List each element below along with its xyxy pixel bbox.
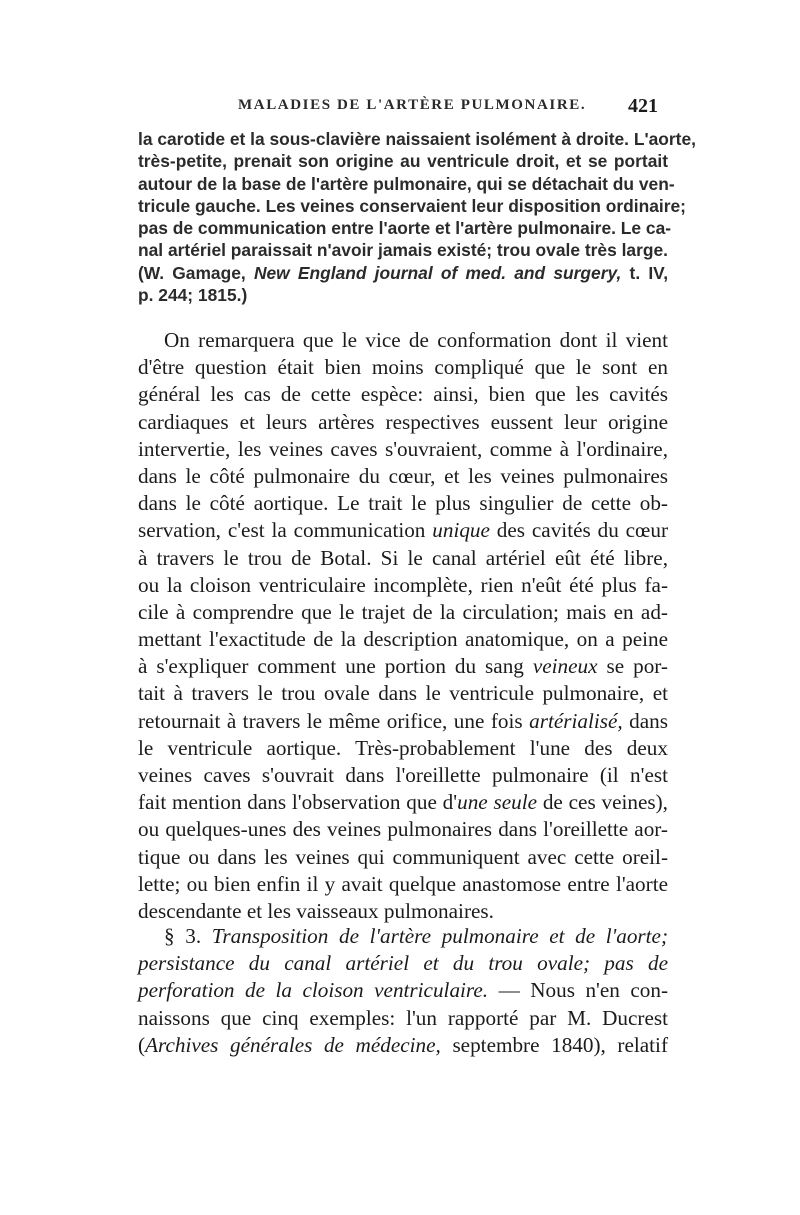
text-run: — Nous n'en con- xyxy=(488,978,669,1003)
section-heading-line xyxy=(138,977,668,1004)
note-line: nal artériel paraissait n'avoir jamais existé; trou ovale très large. xyxy=(138,240,668,261)
paragraph-line: dans le côté aortique. Le trait le plus singulier de cette ob- xyxy=(138,491,668,516)
text-run: servation, c'est la communication xyxy=(138,518,433,543)
paragraph-line: lette; ou bien enfin il y avait quelque anastomose entre l'aorte xyxy=(138,871,668,896)
paragraph-line: tait à travers le trou ovale dans le ventricule pulmonaire, et xyxy=(138,681,668,706)
section-number: § 3. xyxy=(164,924,212,948)
text-run: septembre 1840), relatif xyxy=(440,1032,668,1057)
citation-journal: Archives générales de médecine, xyxy=(145,1032,441,1057)
emphasis: unique xyxy=(432,518,490,543)
note-line: pas de communication entre l'aorte et l'artère pulmonaire. Le ca- xyxy=(138,218,672,239)
paragraph-line: veines caves s'ouvrait dans l'oreillette pulmonaire (il n'est xyxy=(138,763,668,787)
text-run: dans xyxy=(622,708,668,733)
text-run: de ces veines), xyxy=(537,790,668,815)
paragraph-line: le ventricule aortique. Très-probablement l'une des deux xyxy=(138,735,668,760)
paragraph-line: descendante et les vaisseaux pulmonaires. xyxy=(138,898,494,923)
emphasis: artérialisé, xyxy=(529,708,623,733)
paragraph-line xyxy=(138,708,668,735)
section-title: persistance du canal artériel et du trou ovale; pas de xyxy=(138,951,668,976)
note-line: p. 244; 1815.) xyxy=(138,285,248,306)
paragraph-line: cardiaques et leurs artères respectives eussent leur origine xyxy=(138,409,668,434)
text-run: des cavités du cœur xyxy=(489,518,668,543)
section-heading-line xyxy=(138,950,668,977)
paragraph-line: intervertie, les veines caves s'ouvraient, comme à l'ordinaire, xyxy=(138,436,668,461)
paragraph-line xyxy=(138,517,668,544)
text-run: ( xyxy=(138,1032,146,1057)
text-run: se por- xyxy=(597,654,668,679)
paragraph-line xyxy=(138,653,668,680)
section-heading-line xyxy=(138,923,668,950)
section-line xyxy=(138,1032,668,1059)
note-line: la carotide et la sous-clavière naissaient isolément à droite. L'aorte, xyxy=(138,129,696,149)
page-number: 421 xyxy=(628,95,658,117)
citation-volume: t. IV, xyxy=(621,262,669,283)
observation-note xyxy=(138,128,696,306)
note-line: autour de la base de l'artère pulmonaire, qui se détachait du ven- xyxy=(138,173,675,194)
paragraph-line: cile à comprendre que le trajet de la circulation; mais en ad- xyxy=(138,599,668,624)
section-title: Transposition de l'artère pulmonaire et de l'aorte; xyxy=(211,924,669,948)
text-run: à s'expliquer comment une portion du sang xyxy=(138,654,533,679)
paragraph-line: On remarquera que le vice de conformation dont il vient xyxy=(164,328,668,352)
note-citation-line xyxy=(138,262,668,284)
text-run: retournait à travers le même orifice, une fois xyxy=(138,708,530,733)
main-paragraph xyxy=(138,327,668,925)
paragraph-line: à travers le trou de Botal. Si le canal artériel eût été libre, xyxy=(138,545,668,570)
paragraph-line: dans le côté pulmonaire du cœur, et les veines pulmonaires xyxy=(138,463,668,488)
text-run: fait mention dans l'observation que d' xyxy=(138,790,458,815)
emphasis: une seule xyxy=(457,790,538,815)
citation-journal: New England journal of med. and surgery, xyxy=(253,262,622,283)
section-line: naissons que cinq exemples: l'un rapporté par M. Ducrest xyxy=(138,1005,668,1030)
paragraph-line: tique ou dans les veines qui communiquent avec cette oreil- xyxy=(138,844,668,869)
paragraph-line: mettant l'exactitude de la description anatomique, on a peine xyxy=(138,627,668,652)
paragraph-line: ou la cloison ventriculaire incomplète, rien n'eût été plus fa- xyxy=(138,572,668,597)
paragraph-line: d'être question était bien moins compliqué que le sont en xyxy=(138,355,668,380)
section-title: perforation de la cloison ventriculaire. xyxy=(138,978,489,1003)
emphasis: veineux xyxy=(532,654,598,679)
paragraph-line: ou quelques-unes des veines pulmonaires dans l'oreillette aor- xyxy=(138,817,668,842)
running-title: MALADIES DE L'ARTÈRE PULMONAIRE. xyxy=(238,97,587,113)
note-line: très-petite, prenait son origine au ventricule droit, et se portait xyxy=(138,151,668,172)
running-head xyxy=(138,95,668,121)
citation-author: (W. Gamage, xyxy=(138,262,254,283)
paragraph-line: général les cas de cette espèce: ainsi, bien que les cavités xyxy=(138,382,668,407)
section-3 xyxy=(138,923,668,1059)
paragraph-line xyxy=(138,789,668,816)
note-line: tricule gauche. Les veines conservaient leur disposition ordinaire; xyxy=(138,195,686,216)
